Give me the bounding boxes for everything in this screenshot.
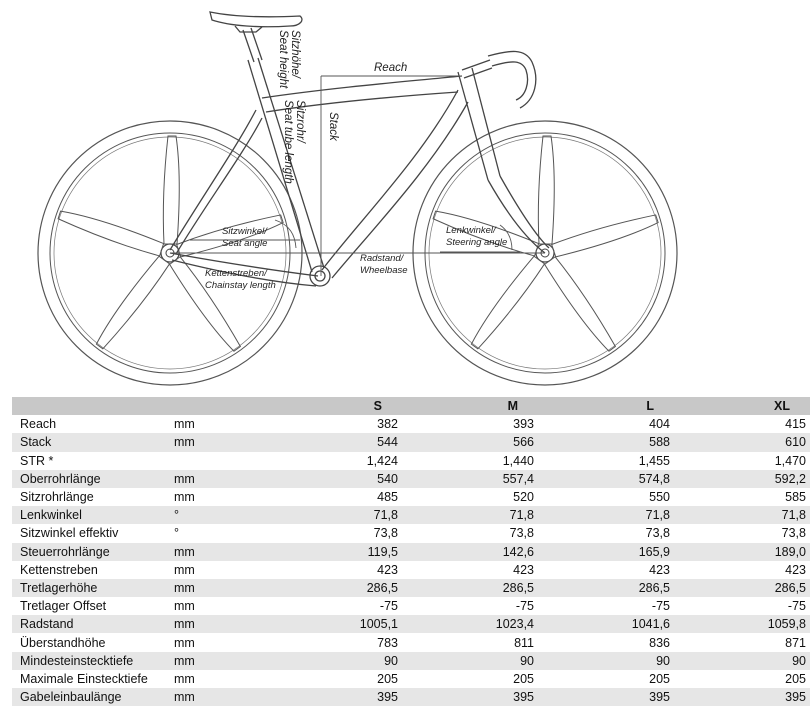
row-name: Überstandhöhe [12, 633, 172, 651]
row-unit: mm [172, 488, 266, 506]
row-name: Oberrohrlänge [12, 470, 172, 488]
row-value: 783 [266, 633, 402, 651]
row-value: 1059,8 [674, 615, 810, 633]
row-value: 404 [538, 415, 674, 433]
row-unit: mm [172, 688, 266, 706]
svg-text:Seat height: Seat height [277, 30, 289, 89]
row-value: 205 [538, 670, 674, 688]
table-row [12, 524, 810, 542]
row-value: -75 [674, 597, 810, 615]
row-value: 811 [402, 633, 538, 651]
row-unit: mm [172, 415, 266, 433]
row-name: STR * [12, 452, 172, 470]
row-unit: ° [172, 506, 266, 524]
row-value: 286,5 [538, 579, 674, 597]
row-name: Maximale Einstecktiefe [12, 670, 172, 688]
row-unit: mm [172, 561, 266, 579]
row-unit: mm [172, 543, 266, 561]
row-value: 423 [674, 561, 810, 579]
header-unit [172, 397, 266, 415]
row-value: 205 [266, 670, 402, 688]
row-value: -75 [538, 597, 674, 615]
table-row [12, 470, 810, 488]
row-value: 544 [266, 433, 402, 451]
header-size-s: S [266, 397, 402, 415]
row-value: 423 [266, 561, 402, 579]
svg-text:Seat angle: Seat angle [222, 238, 268, 249]
table-row [12, 579, 810, 597]
table-row [12, 670, 810, 688]
seat-angle-label [222, 226, 268, 249]
row-value: 90 [266, 652, 402, 670]
row-value: 286,5 [674, 579, 810, 597]
svg-text:Kettenstreben/: Kettenstreben/ [205, 268, 267, 279]
row-value: 73,8 [674, 524, 810, 542]
svg-text:Wheelbase: Wheelbase [360, 265, 408, 276]
row-name: Lenkwinkel [12, 506, 172, 524]
svg-text:Lenkwinkel/: Lenkwinkel/ [446, 225, 496, 236]
row-unit: mm [172, 470, 266, 488]
row-value: 286,5 [402, 579, 538, 597]
row-name: Reach [12, 415, 172, 433]
row-unit: mm [172, 615, 266, 633]
table-row [12, 488, 810, 506]
row-value: 205 [674, 670, 810, 688]
table-row [12, 506, 810, 524]
row-value: 71,8 [402, 506, 538, 524]
header-size-xl: XL [674, 397, 810, 415]
row-name: Kettenstreben [12, 561, 172, 579]
geometry-table [12, 397, 810, 706]
row-value: 610 [674, 433, 810, 451]
svg-text:Steering angle: Steering angle [446, 237, 508, 248]
table-row [12, 543, 810, 561]
row-value: 73,8 [266, 524, 402, 542]
row-value: 1,440 [402, 452, 538, 470]
handlebar [462, 51, 536, 108]
stack-label [327, 112, 339, 142]
row-value: 574,8 [538, 470, 674, 488]
row-value: 836 [538, 633, 674, 651]
row-unit: mm [172, 670, 266, 688]
row-value: 90 [402, 652, 538, 670]
row-name: Tretlagerhöhe [12, 579, 172, 597]
row-value: 1005,1 [266, 615, 402, 633]
row-name: Gabeleinbaulänge [12, 688, 172, 706]
row-value: 189,0 [674, 543, 810, 561]
bike-drawing [0, 0, 720, 390]
row-name: Sitzwinkel effektiv [12, 524, 172, 542]
row-unit: ° [172, 524, 266, 542]
row-unit [172, 452, 266, 470]
table-row [12, 433, 810, 451]
row-unit: mm [172, 579, 266, 597]
table-header-row [12, 397, 810, 415]
table-row [12, 633, 810, 651]
table-row [12, 688, 810, 706]
row-value: 395 [266, 688, 402, 706]
svg-text:Radstand/: Radstand/ [360, 253, 404, 264]
row-value: 1,455 [538, 452, 674, 470]
header-size-l: L [538, 397, 674, 415]
svg-text:Seat tube length: Seat tube length [282, 100, 294, 184]
row-name: Steuerrohrlänge [12, 543, 172, 561]
row-value: 71,8 [674, 506, 810, 524]
row-value: 90 [538, 652, 674, 670]
row-value: 165,9 [538, 543, 674, 561]
row-value: 1041,6 [538, 615, 674, 633]
row-value: 550 [538, 488, 674, 506]
wheelbase-label [360, 253, 408, 276]
row-name: Stack [12, 433, 172, 451]
chainstay-label [205, 268, 276, 291]
row-value: 205 [402, 670, 538, 688]
row-value: 540 [266, 470, 402, 488]
table-row [12, 415, 810, 433]
row-value: 566 [402, 433, 538, 451]
row-value: 395 [674, 688, 810, 706]
row-value: 90 [674, 652, 810, 670]
row-name: Sitzrohrlänge [12, 488, 172, 506]
header-name [12, 397, 172, 415]
row-value: 871 [674, 633, 810, 651]
row-value: 73,8 [402, 524, 538, 542]
row-value: 119,5 [266, 543, 402, 561]
row-value: 1,424 [266, 452, 402, 470]
svg-text:Sitzrohr/: Sitzrohr/ [294, 100, 306, 143]
row-value: 423 [402, 561, 538, 579]
row-value: -75 [402, 597, 538, 615]
row-value: 557,4 [402, 470, 538, 488]
row-value: 395 [538, 688, 674, 706]
row-value: 382 [266, 415, 402, 433]
row-value: 588 [538, 433, 674, 451]
seat-height-label [277, 30, 301, 89]
row-unit: mm [172, 652, 266, 670]
row-value: 286,5 [266, 579, 402, 597]
table-row [12, 597, 810, 615]
row-value: 73,8 [538, 524, 674, 542]
row-value: 393 [402, 415, 538, 433]
row-value: 520 [402, 488, 538, 506]
table-row [12, 561, 810, 579]
row-value: 485 [266, 488, 402, 506]
bike-geometry-diagram [0, 0, 720, 390]
row-value: 142,6 [402, 543, 538, 561]
svg-text:Sitzwinkel/: Sitzwinkel/ [222, 226, 267, 237]
row-value: 1,470 [674, 452, 810, 470]
row-name: Mindesteinstecktiefe [12, 652, 172, 670]
row-value: 71,8 [266, 506, 402, 524]
svg-text:Sitzhöhe/: Sitzhöhe/ [289, 30, 301, 78]
row-unit: mm [172, 597, 266, 615]
header-size-m: M [402, 397, 538, 415]
saddle [210, 12, 302, 32]
row-value: 1023,4 [402, 615, 538, 633]
row-unit: mm [172, 433, 266, 451]
row-value: 415 [674, 415, 810, 433]
row-value: 592,2 [674, 470, 810, 488]
row-value: 71,8 [538, 506, 674, 524]
table-row [12, 615, 810, 633]
table-row [12, 452, 810, 470]
row-value: 423 [538, 561, 674, 579]
seat-tube-length-label [282, 100, 306, 184]
reach-label: Reach [374, 62, 408, 74]
table-row [12, 652, 810, 670]
row-value: 395 [402, 688, 538, 706]
row-value: 585 [674, 488, 810, 506]
svg-text:Stack: Stack [327, 112, 339, 141]
row-name: Radstand [12, 615, 172, 633]
row-value: -75 [266, 597, 402, 615]
row-name: Tretlager Offset [12, 597, 172, 615]
svg-text:Chainstay length: Chainstay length [205, 280, 276, 291]
row-unit: mm [172, 633, 266, 651]
